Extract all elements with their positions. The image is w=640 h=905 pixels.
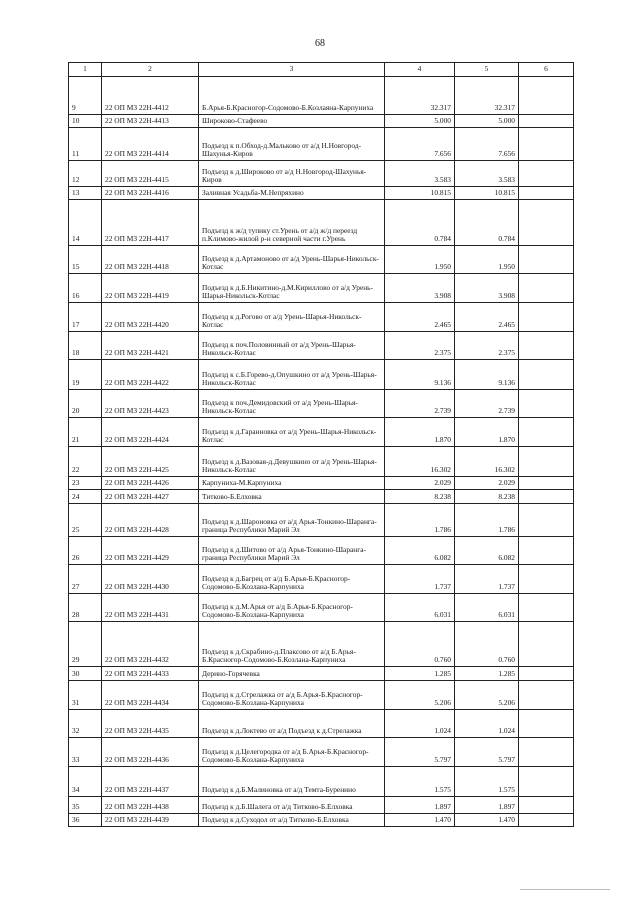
length-value: 7.656 [385, 128, 455, 161]
road-name: Подъезд к ж/д тупику ст.Урень от а/д ж/д переезд п.Климово-жилой р-н северной части г.Урень [199, 200, 385, 246]
note-cell [519, 418, 574, 447]
road-name: Подъезд к д.Б.Никитино-д.М.Кириллово от а/д Урень-Шарья-Никольск-Котлас [199, 274, 385, 303]
table-row [69, 738, 574, 767]
road-id-code: 22 ОП МЗ 22Н-4435 [102, 710, 199, 738]
road-name: Подъезд к д.Стрелажка от а/д Б.Арья-Б.Красногор-Содомово-Б.Козлана-Карпуниха [199, 681, 385, 710]
length-value: 2.375 [385, 332, 455, 360]
row-number: 18 [69, 332, 102, 360]
road-name: Подъезд к п.Обход-д.Мальково от а/д Н.Новгород-Шахунья-Киров [199, 128, 385, 161]
note-cell [519, 477, 574, 490]
road-name: Подъезд к д.Широково от а/д Н.Новгород-Шахунья-Киров [199, 161, 385, 187]
table-row [69, 447, 574, 477]
note-cell [519, 200, 574, 246]
length-value-hard-surface: 5.206 [455, 681, 519, 710]
length-value: 2.029 [385, 477, 455, 490]
road-name: Подъезд к д.Б.Шалега от а/д Титково-Б.Елховка [199, 797, 385, 814]
road-name: Подъезд к с.Б.Горево-д.Опушкино от а/д Урень-Шарья-Никольск-Котлас [199, 360, 385, 390]
road-id-code: 22 ОП МЗ 22Н-4414 [102, 128, 199, 161]
row-number: 12 [69, 161, 102, 187]
road-id-code: 22 ОП МЗ 22Н-4419 [102, 274, 199, 303]
length-value: 1.575 [385, 767, 455, 797]
row-number: 13 [69, 187, 102, 200]
road-id-code: 22 ОП МЗ 22Н-4415 [102, 161, 199, 187]
table-row [69, 767, 574, 797]
road-name: Подъезд к д.М.Арья от а/д Б.Арья-Б.Красногор-Содомово-Б.Козлана-Карпуниха [199, 594, 385, 622]
road-name: Подъезд к д.Б.Малиновка от а/д Темта-Буренино [199, 767, 385, 797]
length-value: 6.031 [385, 594, 455, 622]
length-value-hard-surface: 7.656 [455, 128, 519, 161]
length-value-hard-surface: 6.082 [455, 537, 519, 565]
table-row [69, 814, 574, 827]
note-cell [519, 246, 574, 274]
length-value-hard-surface: 32.317 [455, 77, 519, 115]
length-value: 5.206 [385, 681, 455, 710]
length-value-hard-surface: 2.465 [455, 303, 519, 332]
length-value: 1.897 [385, 797, 455, 814]
table-row [69, 161, 574, 187]
road-name: Подъезд к д.Багрец от а/д Б.Арья-Б.Красногор-Содомово-Б.Козлана-Карпуниха [199, 565, 385, 594]
row-number: 29 [69, 622, 102, 667]
table-row [69, 332, 574, 360]
row-number: 25 [69, 504, 102, 537]
row-number: 14 [69, 200, 102, 246]
note-cell [519, 274, 574, 303]
row-number: 31 [69, 681, 102, 710]
road-id-code: 22 ОП МЗ 22Н-4431 [102, 594, 199, 622]
table-row [69, 710, 574, 738]
row-number: 16 [69, 274, 102, 303]
length-value-hard-surface: 1.575 [455, 767, 519, 797]
table-row [69, 477, 574, 490]
road-id-code: 22 ОП МЗ 22Н-4422 [102, 360, 199, 390]
table-row [69, 418, 574, 447]
row-number: 9 [69, 77, 102, 115]
table-row [69, 565, 574, 594]
table-row [69, 537, 574, 565]
row-number: 21 [69, 418, 102, 447]
length-value-hard-surface: 9.136 [455, 360, 519, 390]
length-value: 1.950 [385, 246, 455, 274]
length-value-hard-surface: 3.908 [455, 274, 519, 303]
length-value: 5.797 [385, 738, 455, 767]
table-row [69, 303, 574, 332]
length-value-hard-surface: 2.029 [455, 477, 519, 490]
road-id-code: 22 ОП МЗ 22Н-4428 [102, 504, 199, 537]
road-id-code: 22 ОП МЗ 22Н-4429 [102, 537, 199, 565]
note-cell [519, 537, 574, 565]
road-id-code: 22 ОП МЗ 22Н-4420 [102, 303, 199, 332]
table-header-row [69, 63, 574, 77]
table-row [69, 274, 574, 303]
length-value-hard-surface: 1.897 [455, 797, 519, 814]
length-value: 32.317 [385, 77, 455, 115]
length-value-hard-surface: 5.797 [455, 738, 519, 767]
col-header-4: 4 [385, 63, 455, 77]
road-id-code: 22 ОП МЗ 22Н-4426 [102, 477, 199, 490]
col-header-5: 5 [455, 63, 519, 77]
road-name: Подъезд к поч.Демидовский от а/д Урень-Шарья-Никольск-Котлас [199, 390, 385, 418]
table-row [69, 390, 574, 418]
row-number: 17 [69, 303, 102, 332]
table-row [69, 622, 574, 667]
road-id-code: 22 ОП МЗ 22Н-4436 [102, 738, 199, 767]
table-row [69, 187, 574, 200]
table-row [69, 504, 574, 537]
length-value: 6.082 [385, 537, 455, 565]
row-number: 36 [69, 814, 102, 827]
table-row [69, 667, 574, 681]
road-id-code: 22 ОП МЗ 22Н-4439 [102, 814, 199, 827]
row-number: 30 [69, 667, 102, 681]
road-name: Заливная Усадьба-М.Непряхино [199, 187, 385, 200]
road-name: Подъезд к д.Артамоново от а/д Урень-Шарья-Никольск-Котлас [199, 246, 385, 274]
note-cell [519, 667, 574, 681]
scan-mark [520, 889, 610, 890]
note-cell [519, 187, 574, 200]
length-value: 0.760 [385, 622, 455, 667]
row-number: 33 [69, 738, 102, 767]
note-cell [519, 738, 574, 767]
length-value: 10.815 [385, 187, 455, 200]
table-row [69, 681, 574, 710]
row-number: 15 [69, 246, 102, 274]
note-cell [519, 681, 574, 710]
row-number: 23 [69, 477, 102, 490]
road-id-code: 22 ОП МЗ 22Н-4432 [102, 622, 199, 667]
road-id-code: 22 ОП МЗ 22Н-4427 [102, 490, 199, 504]
note-cell [519, 303, 574, 332]
length-value-hard-surface: 10.815 [455, 187, 519, 200]
note-cell [519, 565, 574, 594]
note-cell [519, 115, 574, 128]
table-row [69, 797, 574, 814]
table-row [69, 594, 574, 622]
row-number: 35 [69, 797, 102, 814]
note-cell [519, 128, 574, 161]
road-name: Подъезд к д.Гаранновка от а/д Урень-Шарья-Никольск-Котлас [199, 418, 385, 447]
length-value: 5.000 [385, 115, 455, 128]
road-name: Карпуниха-М.Карпуниха [199, 477, 385, 490]
note-cell [519, 594, 574, 622]
road-name: Подъезд к д.Скрабино-д.Плаксово от а/д Б.Арья-Б.Красногор-Содомово-Б.Козлана-Карпуниха [199, 622, 385, 667]
length-value: 0.784 [385, 200, 455, 246]
road-name: Подъезд к д.Суходол от а/д Титково-Б.Елховка [199, 814, 385, 827]
length-value-hard-surface: 1.870 [455, 418, 519, 447]
length-value: 1.870 [385, 418, 455, 447]
road-id-code: 22 ОП МЗ 22Н-4438 [102, 797, 199, 814]
table-row [69, 246, 574, 274]
length-value: 3.583 [385, 161, 455, 187]
length-value: 9.136 [385, 360, 455, 390]
road-name: Подъезд к д.Шароновка от а/д Арья-Тонкино-Шаранга-граница Республики Марий Эл [199, 504, 385, 537]
table-row [69, 490, 574, 504]
length-value-hard-surface: 0.760 [455, 622, 519, 667]
road-id-code: 22 ОП МЗ 22Н-4433 [102, 667, 199, 681]
length-value-hard-surface: 3.583 [455, 161, 519, 187]
col-header-2: 2 [102, 63, 199, 77]
note-cell [519, 710, 574, 738]
length-value-hard-surface: 2.375 [455, 332, 519, 360]
length-value-hard-surface: 1.024 [455, 710, 519, 738]
length-value-hard-surface: 6.031 [455, 594, 519, 622]
row-number: 32 [69, 710, 102, 738]
row-number: 24 [69, 490, 102, 504]
col-header-1: 1 [69, 63, 102, 77]
note-cell [519, 767, 574, 797]
road-id-code: 22 ОП МЗ 22Н-4425 [102, 447, 199, 477]
row-number: 27 [69, 565, 102, 594]
note-cell [519, 504, 574, 537]
road-register-table [68, 62, 574, 827]
note-cell [519, 490, 574, 504]
road-id-code: 22 ОП МЗ 22Н-4423 [102, 390, 199, 418]
length-value: 3.908 [385, 274, 455, 303]
road-id-code: 22 ОП МЗ 22Н-4434 [102, 681, 199, 710]
length-value-hard-surface: 1.737 [455, 565, 519, 594]
road-name: Подъезд к д.Рогово от а/д Урень-Шарья-Никольск-Котлас [199, 303, 385, 332]
note-cell [519, 797, 574, 814]
length-value-hard-surface: 1.285 [455, 667, 519, 681]
road-name: Подъезд к поч.Половинный от а/д Урень-Шарья-Никольск-Котлас [199, 332, 385, 360]
road-name: Титково-Б.Елховка [199, 490, 385, 504]
table-row [69, 360, 574, 390]
row-number: 34 [69, 767, 102, 797]
note-cell [519, 77, 574, 115]
row-number: 22 [69, 447, 102, 477]
length-value: 2.465 [385, 303, 455, 332]
road-id-code: 22 ОП МЗ 22Н-4416 [102, 187, 199, 200]
table-row [69, 115, 574, 128]
length-value-hard-surface: 1.786 [455, 504, 519, 537]
length-value: 8.238 [385, 490, 455, 504]
length-value-hard-surface: 1.950 [455, 246, 519, 274]
road-name: Подъезд к д.Шитово от а/д Арья-Тонкино-Шаранга-граница Республики Марий Эл [199, 537, 385, 565]
road-id-code: 22 ОП МЗ 22Н-4424 [102, 418, 199, 447]
length-value-hard-surface: 16.302 [455, 447, 519, 477]
row-number: 19 [69, 360, 102, 390]
road-id-code: 22 ОП МЗ 22Н-4412 [102, 77, 199, 115]
row-number: 28 [69, 594, 102, 622]
length-value-hard-surface: 2.739 [455, 390, 519, 418]
length-value: 1.786 [385, 504, 455, 537]
length-value-hard-surface: 0.784 [455, 200, 519, 246]
page-number: 68 [315, 38, 325, 49]
table-row [69, 200, 574, 246]
road-name: Подъезд к д.Вазовая-д.Девушкино от а/д Урень-Шарья-Никольск-Котлас [199, 447, 385, 477]
road-name: Б.Арья-Б.Красногор-Содомово-Б.Козлаяна-Карпуниха [199, 77, 385, 115]
road-id-code: 22 ОП МЗ 22Н-4417 [102, 200, 199, 246]
note-cell [519, 332, 574, 360]
row-number: 11 [69, 128, 102, 161]
col-header-6: 6 [519, 63, 574, 77]
road-name: Дерино-Горячевка [199, 667, 385, 681]
length-value-hard-surface: 5.000 [455, 115, 519, 128]
row-number: 10 [69, 115, 102, 128]
road-id-code: 22 ОП МЗ 22Н-4418 [102, 246, 199, 274]
length-value: 1.285 [385, 667, 455, 681]
note-cell [519, 814, 574, 827]
road-name: Подъезд к д.Целегородка от а/д Б.Арья-Б.Красногор-Содомово-Б.Козлана-Карпуниха [199, 738, 385, 767]
road-id-code: 22 ОП МЗ 22Н-4413 [102, 115, 199, 128]
table-row [69, 128, 574, 161]
note-cell [519, 390, 574, 418]
length-value: 1.470 [385, 814, 455, 827]
table-row [69, 77, 574, 115]
note-cell [519, 360, 574, 390]
col-header-3: 3 [199, 63, 385, 77]
row-number: 26 [69, 537, 102, 565]
length-value: 16.302 [385, 447, 455, 477]
note-cell [519, 161, 574, 187]
road-name: Широково-Стафеево [199, 115, 385, 128]
length-value: 1.024 [385, 710, 455, 738]
length-value-hard-surface: 8.238 [455, 490, 519, 504]
note-cell [519, 622, 574, 667]
note-cell [519, 447, 574, 477]
road-id-code: 22 ОП МЗ 22Н-4430 [102, 565, 199, 594]
length-value: 2.739 [385, 390, 455, 418]
road-id-code: 22 ОП МЗ 22Н-4421 [102, 332, 199, 360]
length-value-hard-surface: 1.470 [455, 814, 519, 827]
row-number: 20 [69, 390, 102, 418]
length-value: 1.737 [385, 565, 455, 594]
road-id-code: 22 ОП МЗ 22Н-4437 [102, 767, 199, 797]
road-name: Подъезд к д.Локтево от а/д Подъезд к д.Стрелажка [199, 710, 385, 738]
